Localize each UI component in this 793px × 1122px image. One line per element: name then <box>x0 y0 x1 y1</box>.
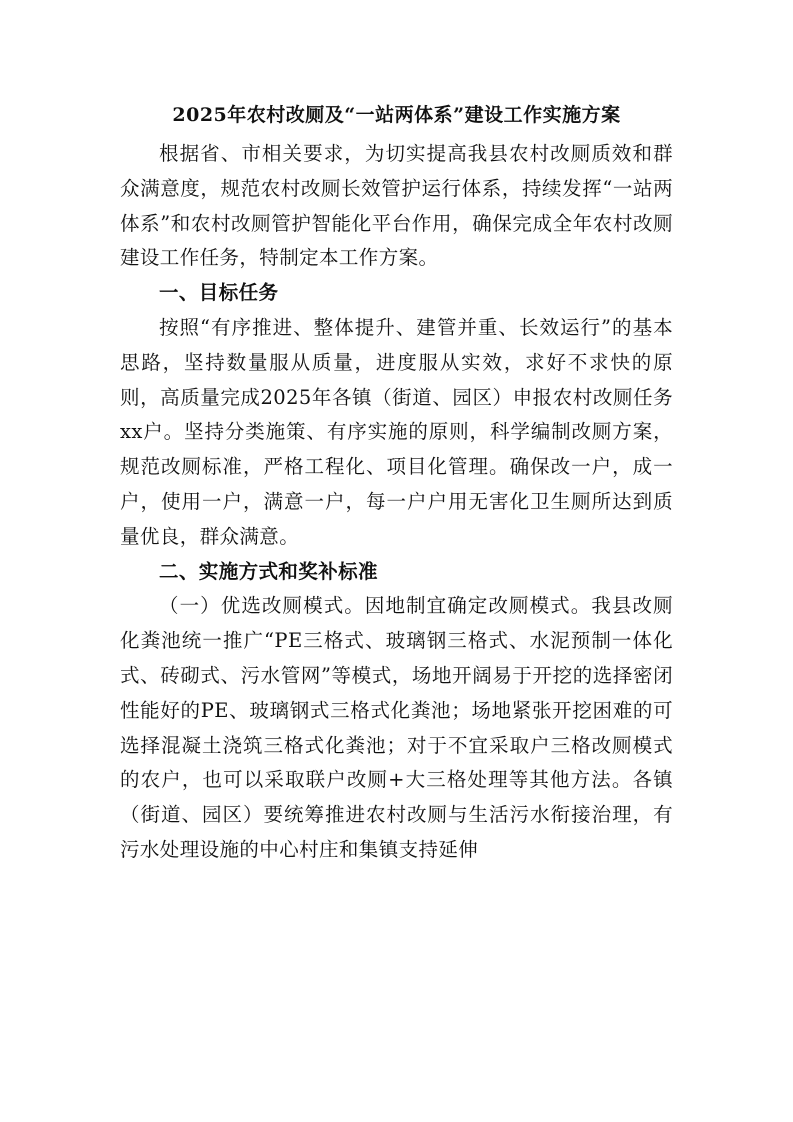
section-1-heading: 一、目标任务 <box>159 281 279 305</box>
intro-paragraph: 根据省、市相关要求，为切实提高我县农村改厕质效和群众满意度，规范农村改厕长效管护运行体系，持续发挥“一站两体系”和农村改厕管护智能化平台作用，确保完成全年农村改厕建设工作任务，特制定本工作方案。 <box>120 142 673 270</box>
document-title: 2025年农村改厕及“一站两体系”建设工作实施方案 <box>172 104 621 126</box>
section-2-subsection-1-paragraph: （一）优选改厕模式。因地制宜确定改厕模式。我县改厕化粪池统一推广“PE三格式、玻璃钢三格式、水泥预制一体化式、砖砌式、污水管网”等模式，场地开阔易于开挖的选择密闭性能好的PE、玻璃钢式三格式化粪池；场地紧张开挖困难的可选择混凝土浇筑三格式化粪池；对于不宜采取户三格改厕模式的农户，也可以采取联户改厕+大三格处理等其他方法。各镇（街道、园区）要统筹推进农村改厕与生活污水衔接治理，有污水处理设施的中心村庄和集镇支持延伸 <box>120 594 673 861</box>
document-content <box>120 100 673 868</box>
section-1-paragraph: 按照“有序推进、整体提升、建管并重、长效运行”的基本思路，坚持数量服从质量，进度服从实效，求好不求快的原则，高质量完成2025年各镇（街道、园区）申报农村改厕任务xx户。坚持分类施策、有序实施的原则，科学编制改厕方案，规范改厕标准，严格工程化、项目化管理。确保改一户，成一户，使用一户，满意一户，每一户户用无害化卫生厕所达到质量优良，群众满意。 <box>120 315 673 548</box>
section-2-heading: 二、实施方式和奖补标准 <box>159 559 378 583</box>
